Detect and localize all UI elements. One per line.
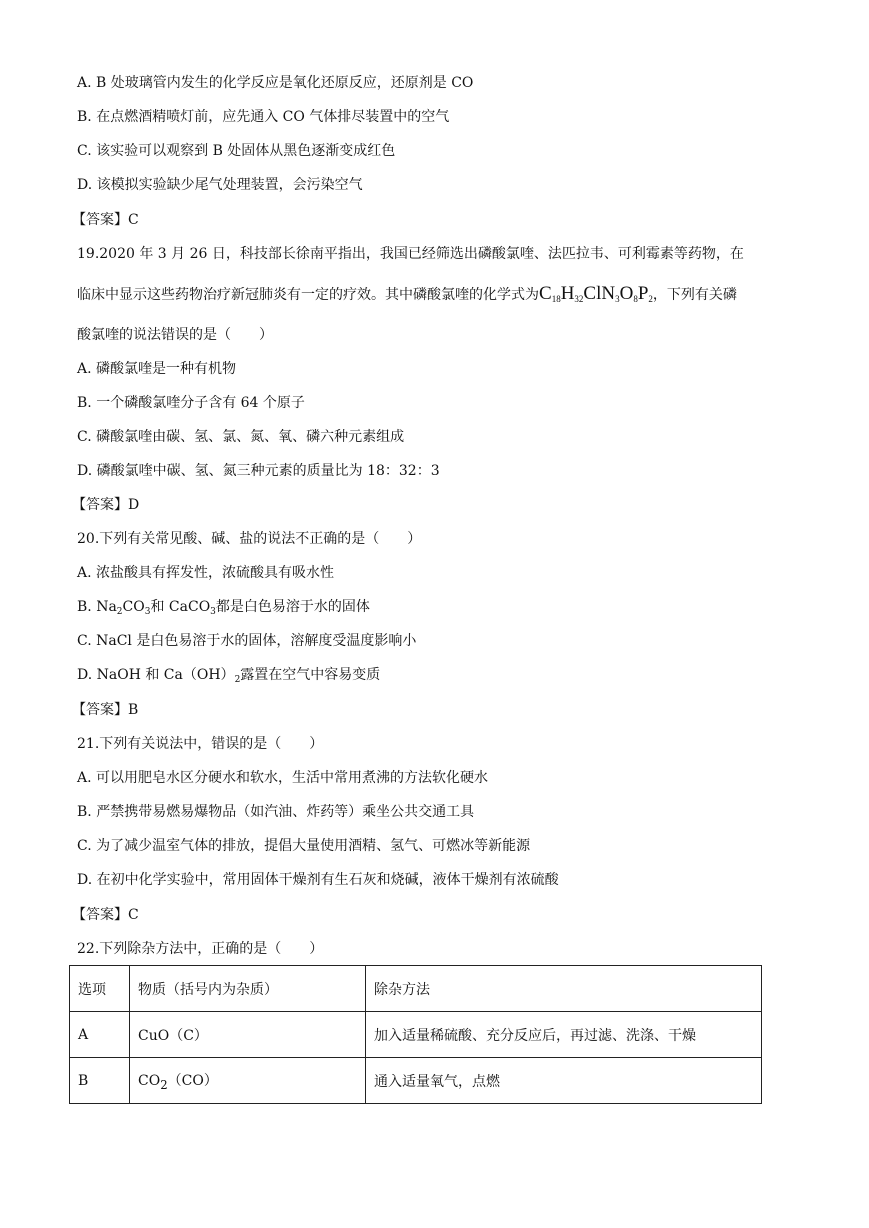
chemical-formula: $C_{18}H_{32}ClN_3O_8P_2$ <box>539 283 653 304</box>
table-row <box>70 1012 762 1058</box>
q19-stem-line2-post: ，下列有关磷 <box>652 287 737 303</box>
q21-option-c: C. 为了减少温室气体的排放，提倡大量使用酒精、氢气、可燃冰等新能源 <box>77 838 531 854</box>
q18-option-a: A. B 处玻璃管内发生的化学反应是氧化还原反应，还原剂是 CO <box>77 75 474 91</box>
q20-option-c: C. NaCl 是白色易溶于水的固体，溶解度受温度影响小 <box>77 633 417 649</box>
q22-stem: 22.下列除杂方法中，正确的是（ ） <box>77 941 324 957</box>
q19-stem-line2-pre: 临床中显示这些药物治疗新冠肺炎有一定的疗效。其中磷酸氯喹的化学式为 <box>77 287 539 303</box>
table-header-substance: 物质（括号内为杂质） <box>130 966 366 1012</box>
q18-option-d: D. 该模拟实验缺少尾气处理装置，会污染空气 <box>77 177 363 193</box>
q19-stem-line3: 酸氯喹的说法错误的是（ ） <box>77 327 273 343</box>
q21-option-a: A. 可以用肥皂水区分硬水和软水，生活中常用煮沸的方法软化硬水 <box>77 770 489 786</box>
q19-option-a: A. 磷酸氯喹是一种有机物 <box>77 361 237 377</box>
q21-option-d: D. 在初中化学实验中，常用固体干燥剂有生石灰和烧碱，液体干燥剂有浓硫酸 <box>77 872 559 888</box>
table-header-row <box>70 966 762 1012</box>
table-header-option: 选项 <box>70 966 130 1012</box>
q18-answer: 【答案】C <box>72 212 139 228</box>
impurity-removal-table <box>69 965 762 1104</box>
table-cell-substance: $CO_2(CO)$ <box>130 1058 366 1104</box>
q19-option-b: B. 一个磷酸氯喹分子含有 64 个原子 <box>77 395 305 411</box>
q20-option-a: A. 浓盐酸具有挥发性，浓硫酸具有吸水性 <box>77 565 335 581</box>
q20-option-d: D. NaOH 和 $Ca(OH)_2$露置在空气中容易变质 <box>77 667 381 685</box>
q19-stem-line2 <box>77 285 737 304</box>
q21-answer: 【答案】C <box>72 907 139 923</box>
q19-answer: 【答案】D <box>72 497 140 513</box>
table-cell-method: 加入适量稀硫酸、充分反应后，再过滤、洗涤、干燥 <box>366 1012 762 1058</box>
q21-stem: 21.下列有关说法中，错误的是（ ） <box>77 736 324 752</box>
q20-option-b: B. $Na_2CO_3$和 CaCO$_3$都是白色易溶于水的固体 <box>77 599 370 617</box>
q19-option-d: D. 磷酸氯喹中碳、氢、氮三种元素的质量比为 18：32：3 <box>77 463 440 479</box>
q19-stem-line1: 19.2020 年 3 月 26 日，科技部长徐南平指出，我国已经筛选出磷酸氯喹、法匹拉韦、可利霉素等药物，在 <box>77 246 744 262</box>
q21-option-b: B. 严禁携带易燃易爆物品（如汽油、炸药等）乘坐公共交通工具 <box>77 804 475 820</box>
table-cell-method: 通入适量氧气，点燃 <box>366 1058 762 1104</box>
table-header-method: 除杂方法 <box>366 966 762 1012</box>
q18-option-c: C. 该实验可以观察到 B 处固体从黑色逐渐变成红色 <box>77 143 396 159</box>
table-row <box>70 1058 762 1104</box>
q20-answer: 【答案】B <box>72 702 139 718</box>
q20-stem: 20.下列有关常见酸、碱、盐的说法不正确的是（ ） <box>77 531 422 547</box>
table-cell-option: A <box>70 1012 130 1058</box>
table-cell-substance: CuO（C） <box>130 1012 366 1058</box>
table-cell-option: B <box>70 1058 130 1104</box>
q19-option-c: C. 磷酸氯喹由碳、氢、氯、氮、氧、磷六种元素组成 <box>77 429 405 445</box>
q18-option-b: B. 在点燃酒精喷灯前，应先通入 CO 气体排尽装置中的空气 <box>77 109 450 125</box>
